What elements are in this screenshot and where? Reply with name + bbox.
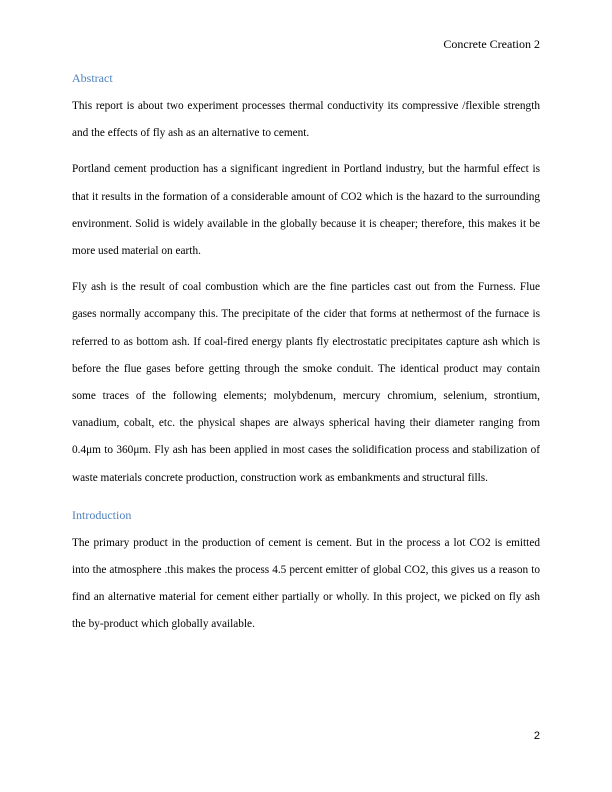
introduction-paragraph-1: The primary product in the production of cement is cement. But in the process a lot CO2 is emitted into the atmosphere .this makes the process 4.5 percent emitter of global CO2, this gives us a reason to find an alternative material for cement either partially or wholly. In this project, we picked on fly ash the by-product which globally available. xyxy=(72,536,540,631)
document-body xyxy=(72,70,540,648)
abstract-paragraph-3: Fly ash is the result of coal combustion which are the fine particles cast out from the Furness. Flue gases normally accompany this. The precipitate of the cider that forms at nethermost of the furnace is referred to as bottom ash. If coal-fired energy plants fly electrostatic precipitates capture ash which is before the flue gases before getting through the smoke conduit. The identical product may contain some traces of the following elements; molybdenum, mercury chromium, selenium, strontium, vanadium, cobalt, etc. the physical shapes are always spherical having their diameter ranging from 0.4μm to 360μm. Fly ash has been applied in most cases the solidification process and stabilization of waste materials concrete production, construction work as embankments and structural fills. xyxy=(72,281,540,484)
abstract-paragraph-2: Portland cement production has a significant ingredient in Portland industry, but the harmful effect is that it results in the formation of a considerable amount of CO2 which is the hazard to the surrounding environment. Solid is widely available in the globally because it is cheaper; therefore, this makes it be more used material on earth. xyxy=(72,163,540,258)
running-head: Concrete Creation 2 xyxy=(443,37,540,51)
abstract-heading: Abstract xyxy=(72,71,113,85)
abstract-paragraph-1: This report is about two experiment processes thermal conductivity its compressive /flexible strength and the effects of fly ash as an alternative to cement. xyxy=(72,100,540,140)
page-number: 2 xyxy=(533,730,540,742)
introduction-heading: Introduction xyxy=(72,507,132,522)
